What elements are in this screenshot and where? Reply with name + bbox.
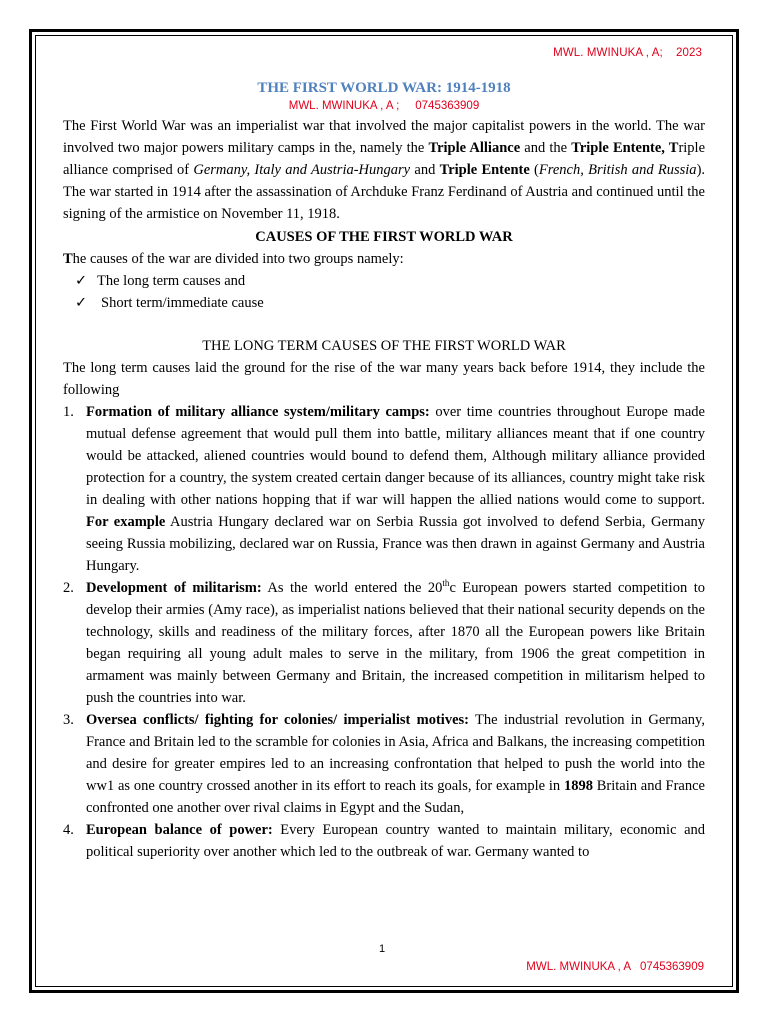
list-item xyxy=(63,401,705,577)
long-term-intro: The long term causes laid the ground for the rise of the war many years back before 1914, they include the following xyxy=(63,360,705,398)
list-item xyxy=(75,270,705,292)
long-term-heading: THE LONG TERM CAUSES OF THE FIRST WORLD WAR xyxy=(202,338,566,354)
item-text: over time countries throughout Europe made mutual defense agreement that would pull them into battle, military alliances meant that if one country would be attacked, aliened countries would bound to defend them, Although military alliance provided protection for a country, the system created certain danger because of its alliances, country might take risk in dealing with other nations hopping that if war will happen the allied nations would come to support. xyxy=(86,404,705,508)
list-item xyxy=(75,292,705,314)
intro-text: riple alliance comprised of xyxy=(63,140,706,178)
cause-groups-list xyxy=(63,270,705,314)
item-title: Formation of military alliance system/military camps: xyxy=(86,404,430,420)
list-item xyxy=(63,819,705,863)
list-item xyxy=(63,709,705,819)
intro-bold-triple-alliance: Triple Alliance xyxy=(428,140,521,156)
long-term-causes-list xyxy=(63,401,705,863)
document-body xyxy=(63,78,705,863)
item-text: Austria Hungary declared war on Serbia Russia got involved to defend Serbia, Germany seeing Russia mobilizing, declared war on Russia, France was then drawn in against Germany and Austria Hungary. xyxy=(86,514,706,574)
intro-text: and the xyxy=(520,140,572,156)
item-text: Every European country wanted to maintain military, economic and political superiority over another which led to the outbreak of war. Germany wanted to xyxy=(86,822,706,860)
checkmark-icon: ✓ xyxy=(75,273,88,289)
intro-bold-triple-entente: Triple Entente, T xyxy=(571,140,679,156)
header-author-date: MWL. MWINUKA , A; 2023 xyxy=(553,47,702,59)
item-title: Oversea conflicts/ fighting for colonies/ imperialist motives: xyxy=(86,712,469,728)
intro-bold-triple-entente-2: Triple Entente xyxy=(439,162,530,178)
intro-text: and xyxy=(410,162,440,178)
document-subtitle: MWL. MWINUKA , A ; 0745363909 xyxy=(288,100,480,112)
checkmark-icon: ✓ xyxy=(75,295,88,311)
item-text: The industrial revolution in Germany, France and Britain led to the scramble for colonies in Asia, Africa and Balkans, the increasing competition and desire for greater empires led to an increasing confrontation that helped to push the world into the ww1 as one country crossed another in its effort to reach its goals, for example in xyxy=(86,712,705,794)
item-number: 1. xyxy=(63,404,74,420)
list-item xyxy=(63,577,705,709)
intro-text: ). The war started in 1914 after the assassination of Archduke Franz Ferdinand of Austria and continued until the signing of the armistice on November 11, 1918. xyxy=(63,162,706,222)
causes-heading: CAUSES OF THE FIRST WORLD WAR xyxy=(255,229,513,245)
item-number: 2. xyxy=(63,580,74,596)
item-number: 4. xyxy=(63,822,74,838)
item-title: European balance of power: xyxy=(86,822,273,838)
item-text: c European powers started competition to develop their armies (Amy race), as imperialist nations believed that their national security depends on the technology, skills and readiness of the military forces, after 1870 all the European powers like Britain began requiring all young adult males to serve in the military, from 1906 the great competition in armament was mainly between Germany and Britain, the increased competition in militarism helped to push the countries into war. xyxy=(86,580,705,706)
item-text: Britain and France confronted one another over rival claims in Egypt and the Sudan, xyxy=(86,778,705,816)
page-number: 1 xyxy=(379,943,386,955)
document-title: THE FIRST WORLD WAR: 1914-1918 xyxy=(257,80,511,96)
item-number: 3. xyxy=(63,712,74,728)
item-text: As the world entered the 20 xyxy=(261,580,443,596)
causes-intro-text: he causes of the war are divided into two groups namely: xyxy=(72,251,404,267)
item-superscript: th xyxy=(442,578,450,589)
intro-text: ( xyxy=(529,162,539,178)
intro-italic-entente-members: French, British and Russia xyxy=(538,162,697,178)
item-title: Development of militarism: xyxy=(86,580,262,596)
causes-intro xyxy=(63,248,705,270)
cause-group-label: Short term/immediate cause xyxy=(101,295,264,311)
causes-intro-initial: T xyxy=(63,251,73,267)
footer-author: MWL. MWINUKA , A 0745363909 xyxy=(526,961,704,973)
item-bold-phrase: For example xyxy=(86,514,166,530)
cause-group-label: The long term causes and xyxy=(97,273,246,289)
intro-text: The First World War was an imperialist war that involved the major capitalist powers in the world. The war involved two major powers military camps in the, namely the xyxy=(63,118,705,156)
intro-paragraph xyxy=(63,115,705,225)
intro-italic-alliance-members: Germany, Italy and Austria-Hungary xyxy=(193,162,411,178)
item-bold-phrase: 1898 xyxy=(563,778,593,794)
